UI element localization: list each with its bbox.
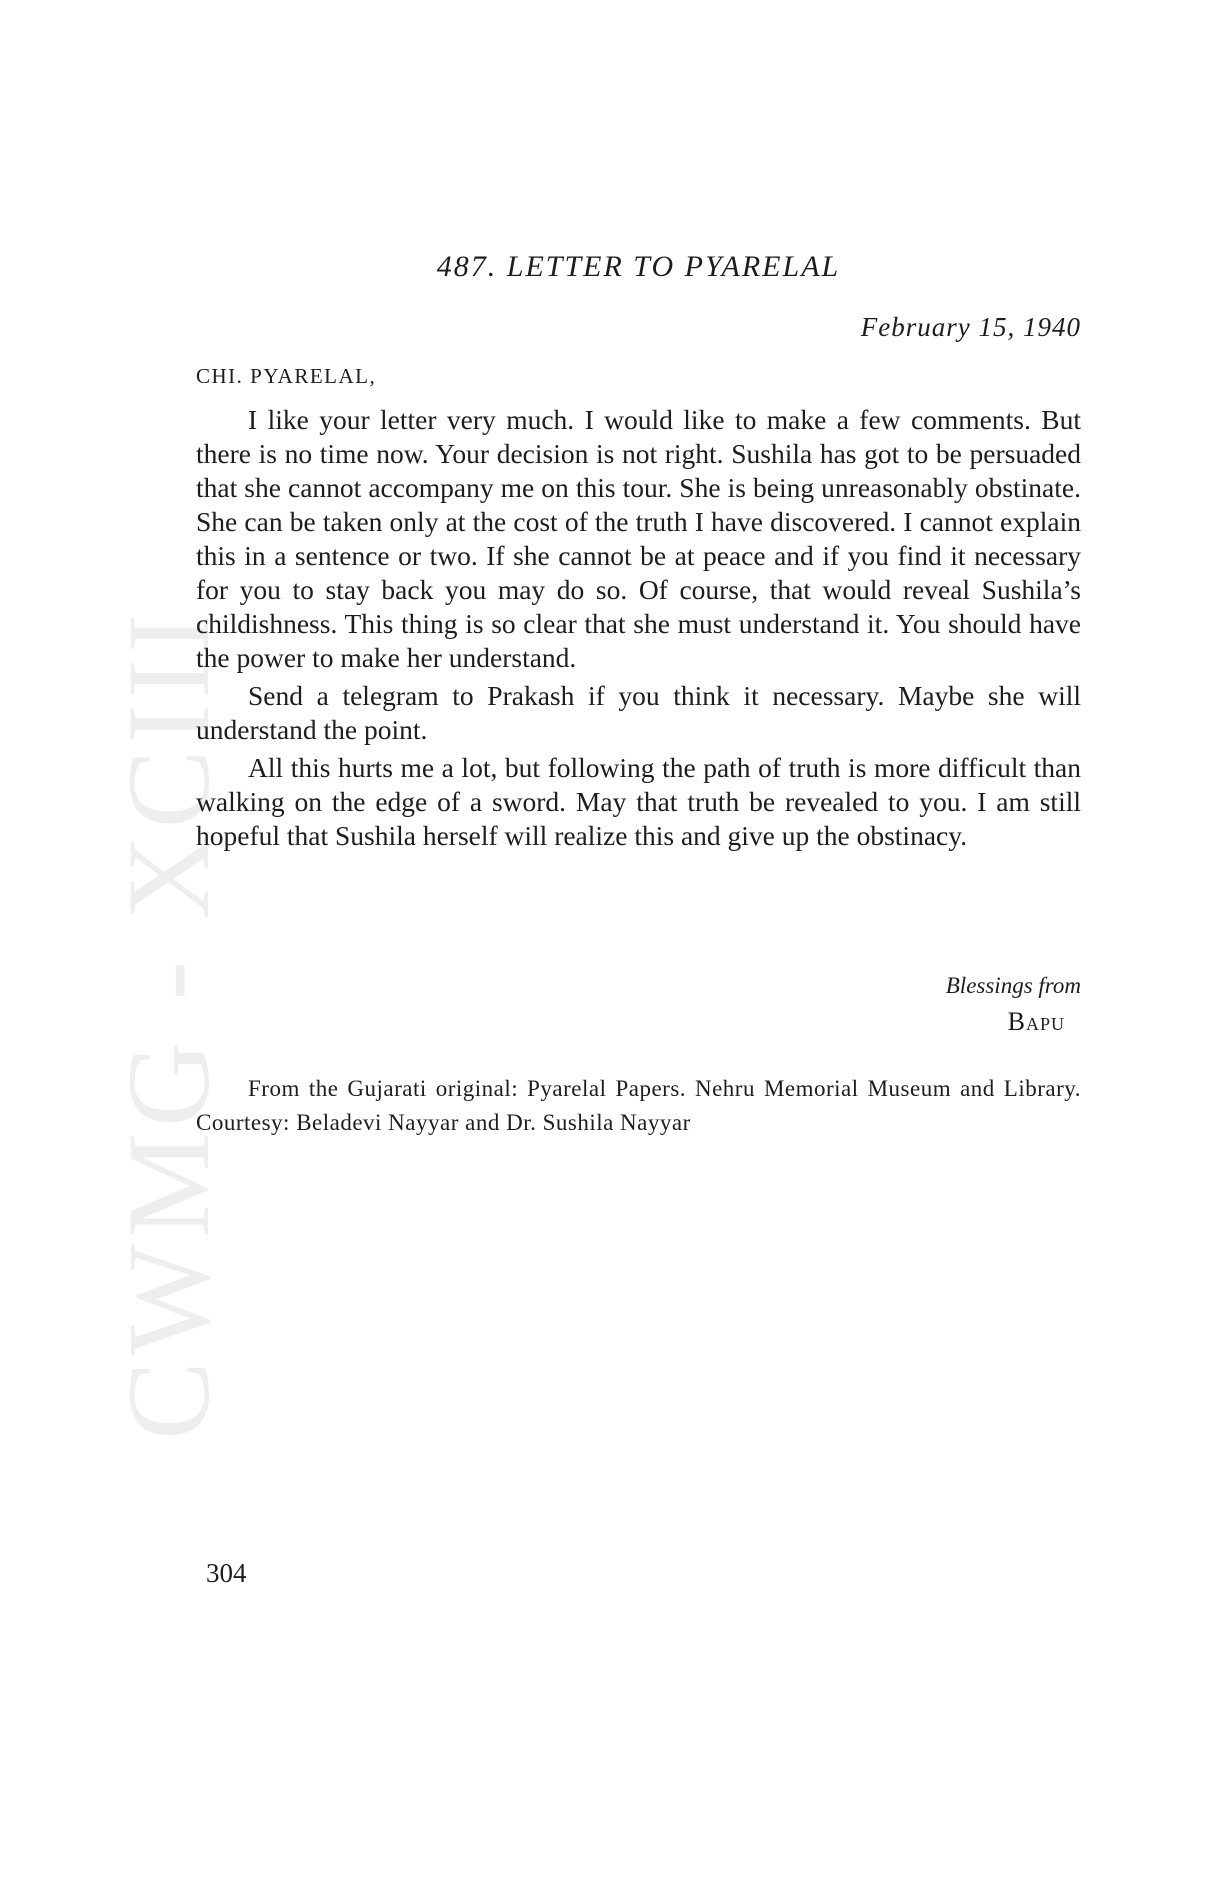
- salutation: CHI. PYARELAL,: [196, 364, 377, 388]
- watermark-text: CWMG - XCIII: [103, 607, 234, 1440]
- signature: Bapu: [1007, 1007, 1065, 1036]
- closing-line: Blessings from: [945, 973, 1081, 998]
- page-number: 304: [206, 1558, 247, 1588]
- letter-body: [196, 403, 1081, 853]
- letter-date: February 15, 1940: [860, 312, 1081, 342]
- letter-heading: 487. LETTER TO PYARELAL: [436, 250, 841, 283]
- paragraph: Send a telegram to Prakash if you think it necessary. Maybe she will understand the point.: [196, 680, 1081, 745]
- paragraph: All this hurts me a lot, but following the path of truth is more difficult than walking on the edge of a sword. May that truth be revealed to you. I am still hopeful that Sushila herself will realize this and give up the obstinacy.: [196, 752, 1081, 851]
- source-note: From the Gujarati original: Pyarelal Papers. Nehru Memorial Museum and Library. Courtesy: Beladevi Nayyar and Dr. Sushila Nayyar: [196, 1076, 1081, 1135]
- paragraph: I like your letter very much. I would like to make a few comments. But there is no time now. Your decision is not right. Sushila has got to be persuaded that she cannot accompany me on this tour. She is being unreasonably obstinate. She can be taken only at the cost of the truth I have discovered. I cannot explain this in a sentence or two. If she cannot be at peace and if you find it necessary for you to stay back you may do so. Of course, that would reveal Sushila’s childishness. This thing is so clear that she must understand it. You should have the power to make her understand.: [196, 404, 1081, 673]
